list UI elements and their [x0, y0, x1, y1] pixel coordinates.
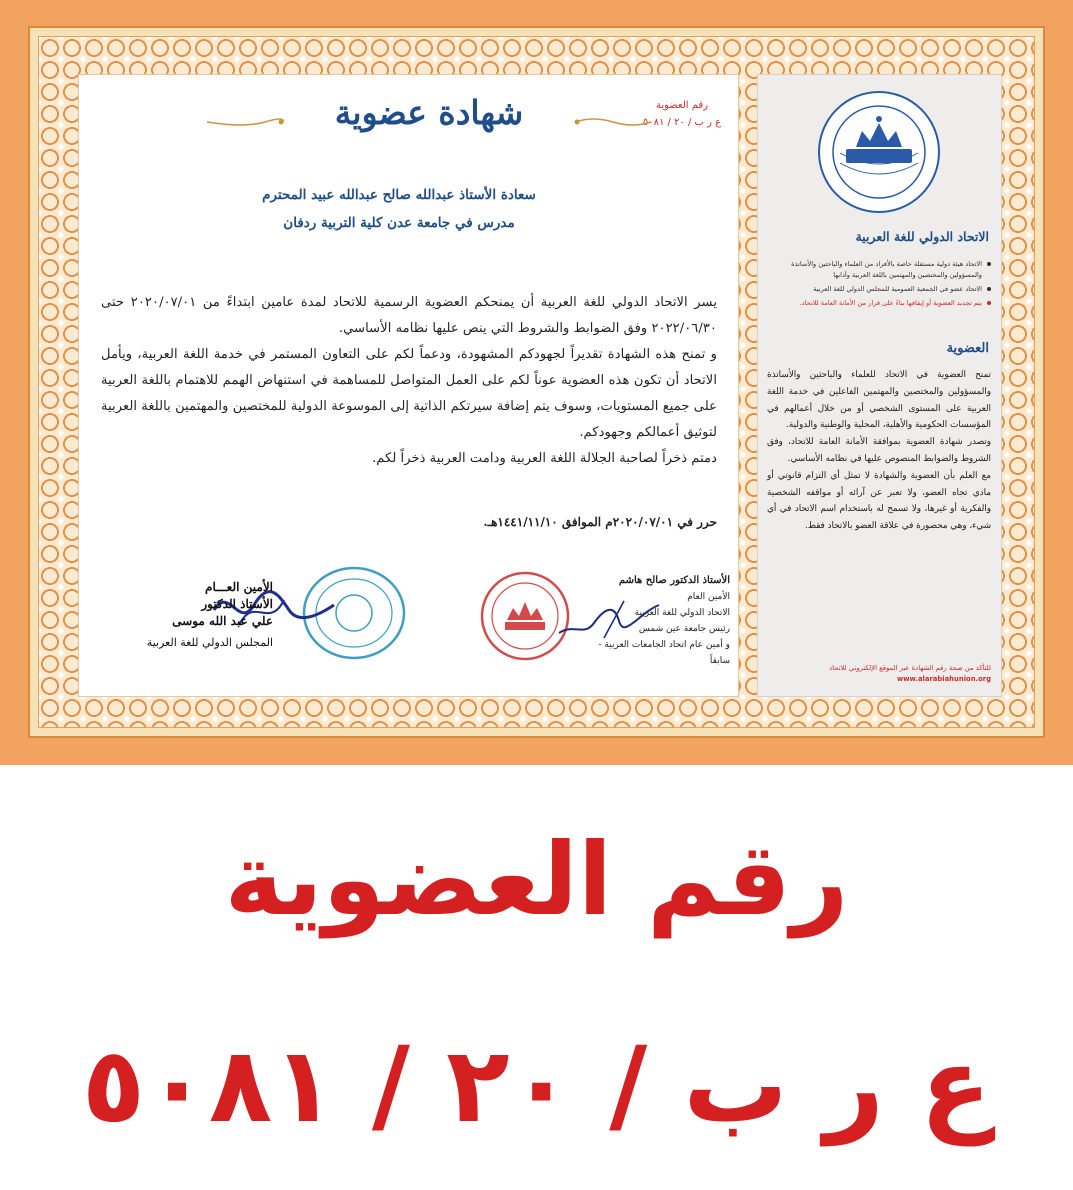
body-paragraph-1: يسر الاتحاد الدولي للغة العربية أن يمنحكم العضوية الرسمية للاتحاد لمدة عامين ابتداءً من ٢٠٢٠/٠٧/٠١ حتى ٢٠٢٢/٠٦/٣٠ وفق الضوابط والشروط التي ينص عليها نظامه الأساسي.	[101, 295, 717, 336]
membership-number-value: ع ر ب / ٢٠ / ٥٠٨١	[642, 117, 722, 128]
union-facts-list	[769, 259, 991, 312]
certificate-title: شهادة عضوية	[334, 93, 524, 132]
union-fact-1: الاتحاد هيئة دولية مستقلة خاصة بالأفراد من العلماء والباحثين والأساتذة والمسؤولين والمختصين والمهتمين باللغة العربية وآدابها	[769, 259, 991, 281]
signer-right-line-4: و أمين عام اتحاد الجامعات العربية - سابقاً	[598, 640, 730, 666]
membership-paragraph-1: تمنح العضوية في الاتحاد للعلماء والباحثين والأساتذة والمسؤولين والمختصين والمهتمين الفاعلين في خدمة اللغة العربية على المستوى الشخصي أو من خلال أعمالهم في المؤسسات الحكومية والأهلية، المحلية والوطنية والدولية.	[767, 370, 991, 431]
membership-heading: العضوية	[946, 341, 989, 356]
website-link[interactable]: www.alarabiahunion.org	[896, 675, 991, 683]
signer-left-block	[93, 579, 273, 649]
signer-right-block	[590, 573, 730, 669]
signer-left-line-3: علي عبد الله موسى	[172, 614, 273, 628]
union-fact-2: الاتحاد عضو في الجمعية العمومية للمجلس الدولي للغة العربية	[769, 284, 991, 295]
certificate-sidebar	[757, 74, 1002, 697]
verification-text: للتأكد من صحة رقم الشهادة عبر الموقع الإلكتروني للاتحاد	[829, 664, 991, 672]
issue-date: حرر في ٢٠٢٠/٠٧/٠١م الموافق ١٤٤١/١١/١٠هـ.	[483, 515, 717, 529]
recipient-position: مدرس في جامعة عدن كلية التربية ردفان	[283, 215, 515, 231]
membership-description	[767, 367, 991, 535]
flourish-left-icon	[205, 116, 285, 128]
signer-left-line-2: الأستاذ الدكتور	[201, 597, 273, 611]
signer-right-name: الأستاذ الدكتور صالح هاشم	[618, 575, 730, 586]
signer-right-line-3: رئيس جامعة عين شمس	[638, 624, 730, 634]
membership-paragraph-2: وتصدر شهادة العضوية بموافقة الأمانة العامة للاتحاد، وفق الشروط والضوابط المنصوص عليها في نظامه الأساسي.	[767, 437, 991, 464]
union-fact-renewal: يتم تجديد العضوية أو إيقافها بناءً على قرار من الأمانة العامة للاتحاد.	[769, 298, 991, 309]
flourish-right-icon	[573, 116, 653, 128]
signer-right-line-1: الأمين العام	[687, 592, 730, 602]
verification-note	[767, 663, 991, 685]
membership-number-label: رقم العضوية	[655, 100, 709, 111]
union-title: الاتحاد الدولي للغة العربية	[855, 229, 989, 244]
signer-left-line-1: الأمين العـــام	[205, 580, 273, 594]
caption-membership-number: ع ر ب / ٢٠ / ٥٠٨١	[81, 1024, 992, 1146]
signer-left-org: المجلس الدولي للغة العربية	[146, 636, 273, 649]
union-logo-icon	[816, 89, 942, 215]
certificate-title-block	[279, 93, 579, 143]
recipient-name: سعادة الأستاذ عبدالله صالح عبدالله عبيد المحترم	[262, 187, 536, 203]
recipient-block	[179, 181, 619, 237]
certificate-body	[101, 290, 717, 472]
body-paragraph-3: دمتم ذخراً لصاحبة الجلالة اللغة العربية ودامت العربية ذخراً لكم.	[372, 451, 717, 466]
signer-right-line-2: الاتحاد الدولي للغة العربية	[634, 608, 730, 618]
body-paragraph-2: و تمنح هذه الشهادة تقديراً لجهودكم المشهودة، ودعماً لكم على التعاون المستمر في خدمة اللغة العربية، ويأمل الاتحاد أن تكون هذه العضوية عوناً لكم على العمل المتواصل للمساهمة في استنهاض الهمم للاهتمام باللغة العربية على جميع المستويات، وسوف يتم إضافة سيرتكم الذاتية إلى الموسوعة الدولية للمختصين والمهتمين باللغة العربية لتوثيق أعمالكم وجهودكم.	[101, 347, 717, 440]
certificate-main-panel	[78, 74, 739, 697]
caption-membership-label: رقم العضوية	[224, 821, 849, 938]
membership-paragraph-3: مع العلم بأن العضوية والشهادة لا تمثل أي التزام قانوني أو مادي تجاه العضو، ولا تعبر عن آرائه أو مواقفه الشخصية والفكرية أو غيرها، ولا تسمح له باستخدام اسم الاتحاد في أي شيء، وهي محصورة في علاقة العضو بالاتحاد فقط.	[767, 470, 991, 532]
